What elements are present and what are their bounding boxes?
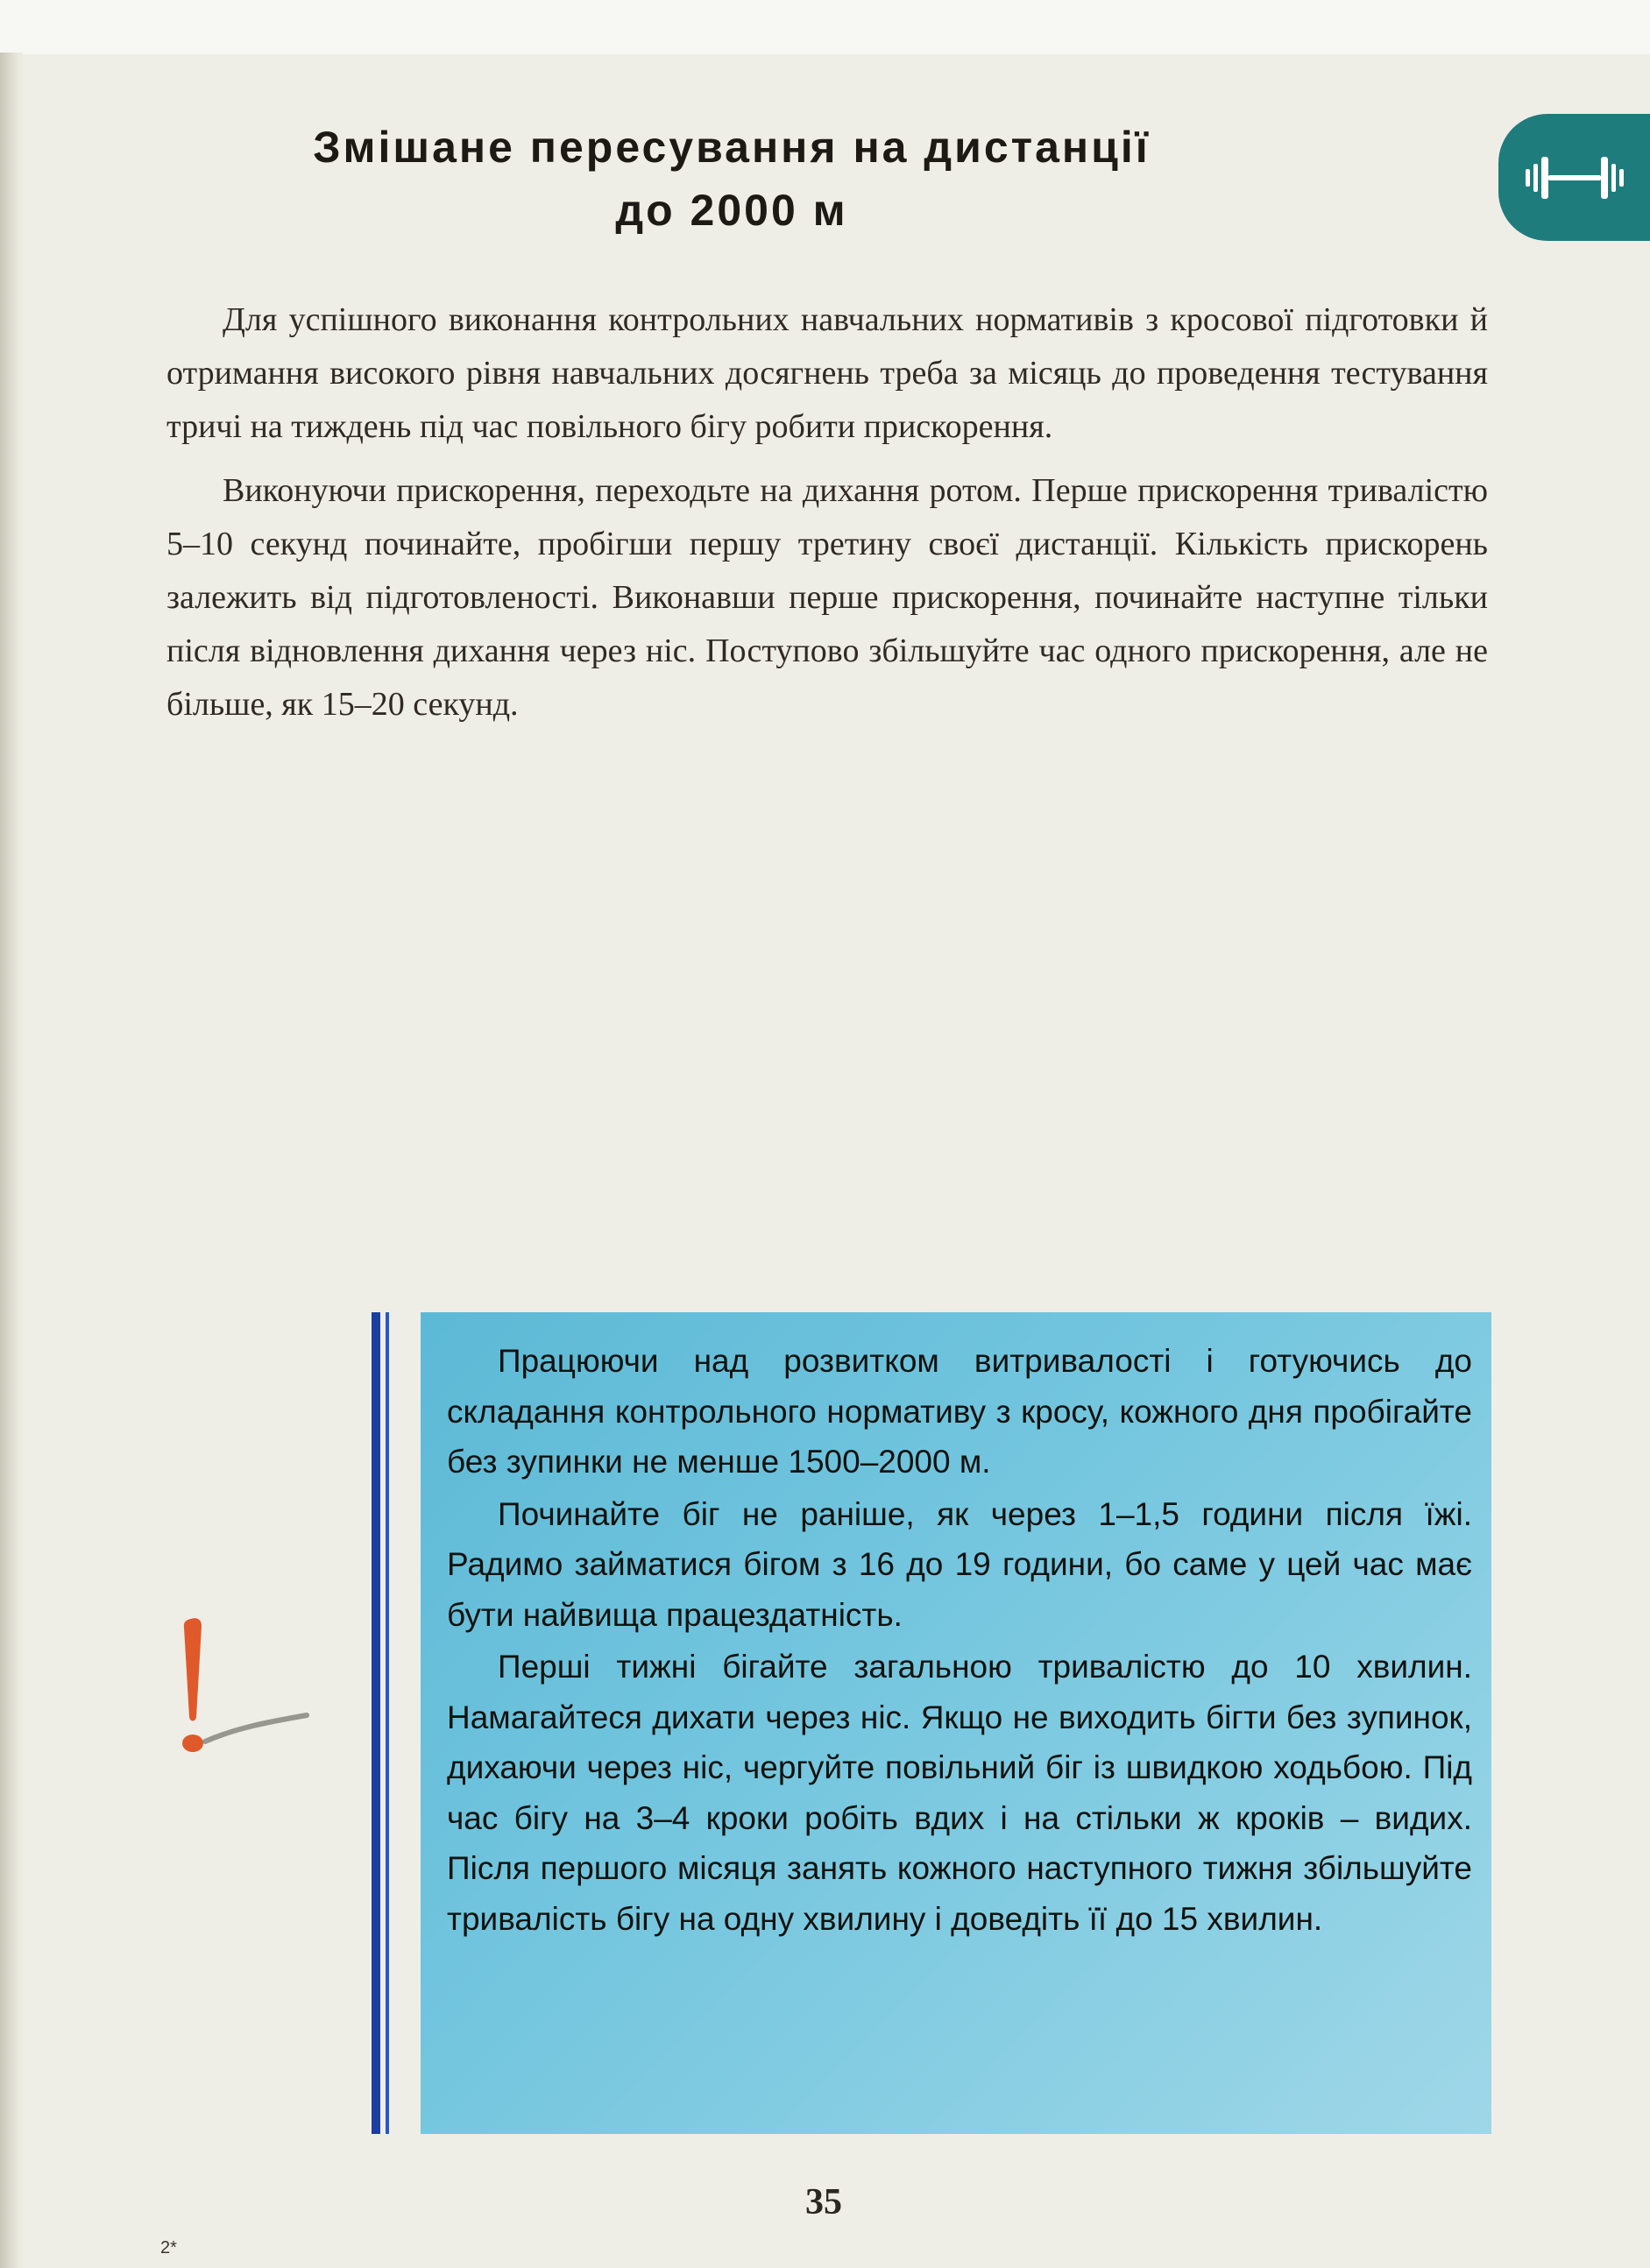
section-tab	[1498, 114, 1650, 241]
page-spine-shadow	[0, 53, 23, 2268]
tip-callout-text	[447, 1336, 1472, 1946]
barbell-icon	[1522, 152, 1627, 204]
callout-paragraph-2: Починайте біг не раніше, як через 1–1,5 години після їжі. Радимо займатися бігом з 16 до 19 години, бо саме у цей час має бути найвища працездатність.	[447, 1495, 1472, 1633]
callout-accent-bar-thin	[386, 1312, 389, 2134]
callout-paragraph-1: Працюючи над розвитком витривалості і готуючись до складання контрольного нормативу з кросу, кожного дня пробігайте без зупинки не менше 1500–2000 м.	[447, 1343, 1472, 1480]
body-paragraph-2: Виконуючи прискорення, переходьте на дихання ротом. Перше прискорення тривалістю 5–10 секунд починайте, пробігши першу третину своєї дистанції. Кількість прискорень залежить від підготовленості. Виконавши перше прискорення, починайте наступне тільки після відновлення дихання через ніс. Поступово збільшуйте час одного прискорення, але не більше, як 15–20 секунд.	[166, 472, 1488, 723]
page-title	[175, 116, 1288, 242]
page-number: 35	[805, 2182, 842, 2222]
title-line-2: до 2000 м	[615, 186, 848, 235]
page-top-edge	[0, 0, 1650, 54]
printer-signature-mark: 2*	[160, 2238, 177, 2257]
callout-paragraph-3: Перші тижні бігайте загальною тривалістю до 10 хвилин. Намагайтеся дихати через ніс. Якщо не виходить бігти без зупинок, дихаючи через ніс, чергуйте повільний біг із швидкою ходьбою. Під час бігу на 3–4 кроки робіть вдих і на стільки ж кроків – видих. Після першого місяця занять кожного наступного тижня збільшуйте тривалість бігу на одну хвилину і доведіть її до 15 хвилин.	[447, 1649, 1472, 1937]
title-line-1: Змішане пересування на дистанції	[313, 123, 1151, 172]
callout-accent-bar	[372, 1312, 380, 2134]
body-paragraph-1: Для успішного виконання контрольних навчальних нормативів з кросової підготовки й отримання високого рівня навчальних досягнень треба за місяць до проведення тестування тричі на тиждень під час повільного бігу робити прискорення.	[166, 301, 1488, 445]
exclamation-icon	[166, 1612, 324, 1787]
main-text	[166, 293, 1488, 742]
